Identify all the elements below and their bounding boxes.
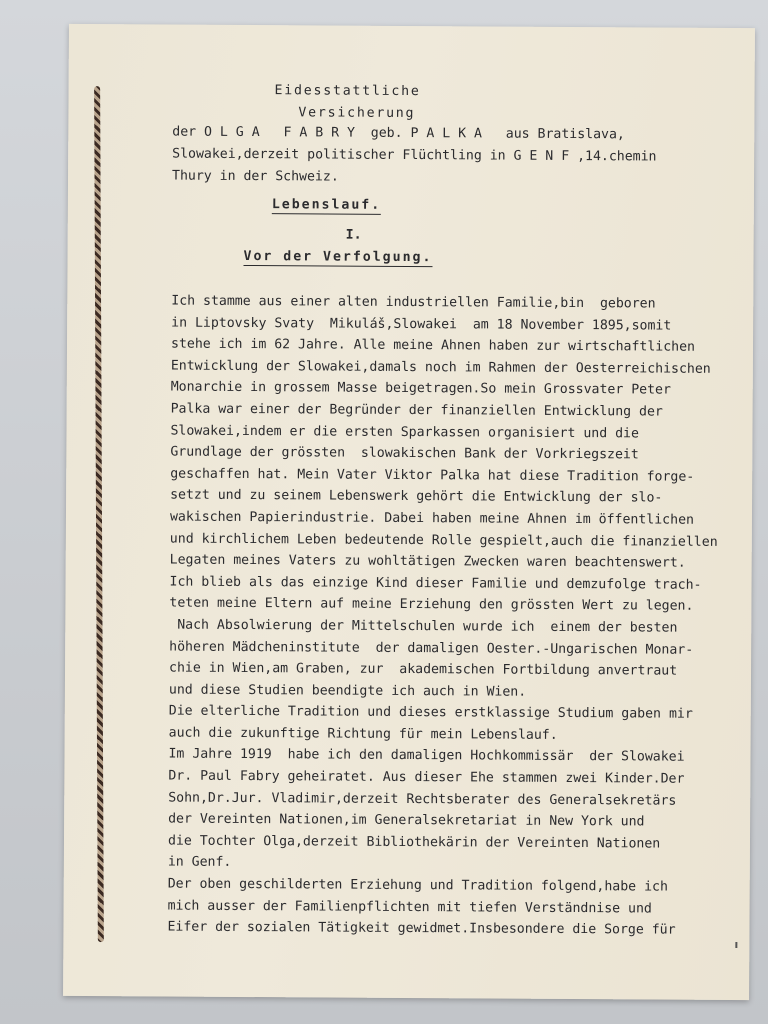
body-line: Ich stamme aus einer alten industriellen Familie,bin geboren: [171, 293, 656, 312]
header-line-2: Slowakei,derzeit politischer Flüchtling in G E N F ,14.chemin: [172, 146, 657, 165]
body-line: der Vereinten Nationen,im Generalsekretariat in New York und: [168, 811, 645, 830]
body-line: Palka war einer der Begründer der finanziellen Entwicklung der: [170, 401, 663, 420]
body-line: chie in Wien,am Graben, zur akademischen Fortbildung anvertraut: [168, 660, 678, 679]
body-line: Slowakei,indem er die ersten Sparkassen organisiert und die: [170, 423, 639, 441]
body-line: Sohn,Dr.Jur. Vladimir,derzeit Rechtsberater des Generalsekretärs: [168, 790, 677, 809]
section-subheading: Vor der Verfolgung.: [243, 248, 433, 266]
body-line: Nach Absolwierung der Mittelschulen wurde ich einem der besten: [169, 617, 678, 636]
body-line: Dr. Paul Fabry geheiratet. Aus dieser Ehe stammen zwei Kinder.Der: [168, 768, 685, 787]
body-line: Im Jahre 1919 habe ich den damaligen Hochkommissär der Slowakei: [168, 747, 685, 766]
body-line: in Genf.: [167, 854, 232, 871]
body-line: Eifer der sozialen Tätigkeit gewidmet.Insbesondere die Sorge für: [167, 919, 676, 938]
body-line: und kirchlichem Leben bedeutende Rolle gespielt,auch die finanziellen: [169, 531, 718, 550]
body-line: auch die zukunftige Richtung für mein Lebenslauf.: [168, 725, 558, 743]
body-line: setzt und zu seinem Lebenswerk gehört die Entwicklung der slo-: [170, 487, 663, 506]
header-line-3: Thury in der Schweiz.: [172, 168, 339, 185]
header-line-1: der O L G A F A B R Y geb. P A L K A aus Bratislava,: [172, 124, 625, 143]
section-number: I.: [345, 227, 362, 243]
body-line: stehe ich im 62 Jahre. Alle meine Ahnen haben zur wirtschaftlichen: [170, 336, 696, 355]
body-line: Die elterliche Tradition und dieses erstklassige Studium gaben mir: [168, 703, 693, 723]
body-line: Grundlage der grössten slowakischen Bank der Vorkriegszeit: [170, 444, 639, 463]
body-line: Monarchie in grossem Masse beigetragen.So mein Grossvater Peter: [170, 379, 671, 398]
body-line: und diese Studien beendigte ich auch in Wien.: [168, 682, 527, 700]
body-line: Legaten meines Vaters zu wohltätigen Zwecken waren beachtenswert.: [169, 552, 686, 571]
title-line-1: Eidesstattliche: [274, 83, 421, 100]
body-line: teten meine Eltern auf meine Erziehung den grössten Wert zu legen.: [169, 595, 694, 615]
body-line: in Liptovsky Svaty Mikuláš,Slowakei am 18 November 1895,somit: [171, 315, 672, 334]
body-line: wakischen Papierindustrie. Dabei haben meine Ahnen im öffentlichen: [169, 509, 695, 528]
section-heading: Lebenslauf.: [271, 197, 382, 213]
body-line: geschaffen hat. Mein Vater Viktor Palka hat diese Tradition forge-: [170, 466, 695, 485]
body-line: Der oben geschilderten Erziehung und Tradition folgend,habe ich: [167, 876, 668, 895]
document-text: [63, 24, 755, 1000]
body-line: mich ausser der Familienpflichten mit tiefen Verständnise und: [167, 898, 652, 917]
title-line-2: Versicherung: [298, 105, 416, 122]
body-line: Ich blieb als das einzige Kind dieser Familie und demzufolge trach-: [169, 574, 702, 593]
body-line: Entwicklung der Slowakei,damals noch im Rahmen der Oesterreichischen: [170, 358, 711, 377]
body-line: die Tochter Olga,derzeit Bibliothekärin der Vereinten Nationen: [167, 833, 661, 852]
body-text: [167, 291, 751, 942]
body-line: höheren Mädcheninstitute der damaligen Oester.-Ungarischen Monar-: [169, 639, 694, 658]
typed-document-page: [63, 24, 755, 1000]
edge-mark: [735, 942, 737, 948]
